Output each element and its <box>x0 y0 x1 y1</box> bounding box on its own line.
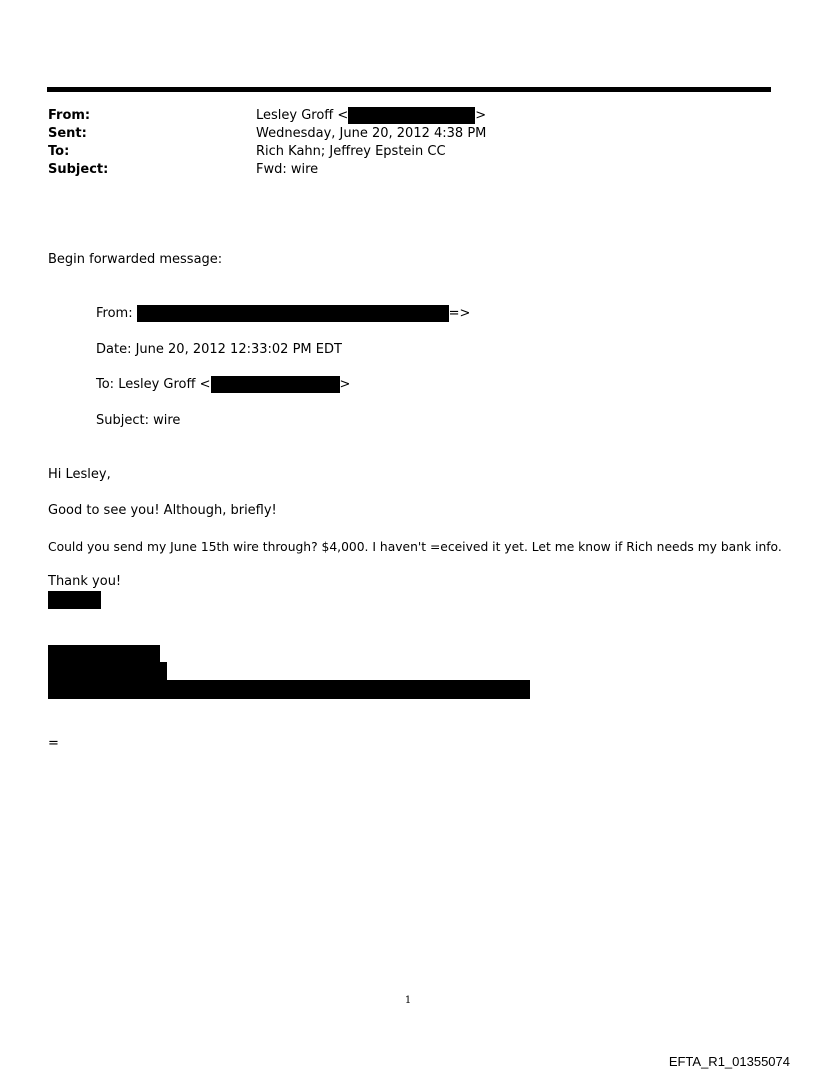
forward-date-line: Date: June 20, 2012 12:33:02 PM EDT <box>96 342 342 357</box>
forward-to-prefix: To: Lesley Groff < <box>96 377 211 392</box>
page-number: 1 <box>404 995 412 1006</box>
message-closing: Thank you! <box>48 574 122 589</box>
subject-value: Fwd: wire <box>256 162 319 177</box>
redaction-block <box>48 680 530 699</box>
redaction-block <box>137 305 449 322</box>
redaction-block <box>348 107 475 124</box>
forward-to-suffix: > <box>339 377 351 392</box>
trailing-mark: = <box>48 736 59 751</box>
forward-from-suffix: => <box>448 306 471 321</box>
redaction-block <box>48 645 160 663</box>
message-line: Good to see you! Although, briefly! <box>48 503 277 518</box>
message-line: Could you send my June 15th wire through? $4,000. I haven't =eceived it yet. Let me know if Rich needs my bank info. <box>48 540 782 554</box>
redaction-block <box>48 591 101 609</box>
document-id: EFTA_R1_01355074 <box>668 1054 790 1069</box>
forward-subject-line: Subject: wire <box>96 413 181 428</box>
forward-to-line <box>96 376 350 394</box>
from-label: From: <box>48 108 91 123</box>
forward-intro: Begin forwarded message: <box>48 252 223 267</box>
from-value <box>256 107 486 125</box>
redaction-block <box>211 376 340 393</box>
from-name: Lesley Groff < <box>256 108 349 123</box>
sent-value: Wednesday, June 20, 2012 4:38 PM <box>256 126 487 141</box>
forward-from-label: From: <box>96 306 133 321</box>
forward-from-line <box>96 305 470 323</box>
to-label: To: <box>48 144 70 159</box>
sent-label: Sent: <box>48 126 87 141</box>
to-value: Rich Kahn; Jeffrey Epstein CC <box>256 144 446 159</box>
message-greeting: Hi Lesley, <box>48 467 111 482</box>
subject-label: Subject: <box>48 162 109 177</box>
redaction-block <box>48 662 167 681</box>
from-close: > <box>475 108 487 123</box>
header-divider <box>47 87 771 92</box>
